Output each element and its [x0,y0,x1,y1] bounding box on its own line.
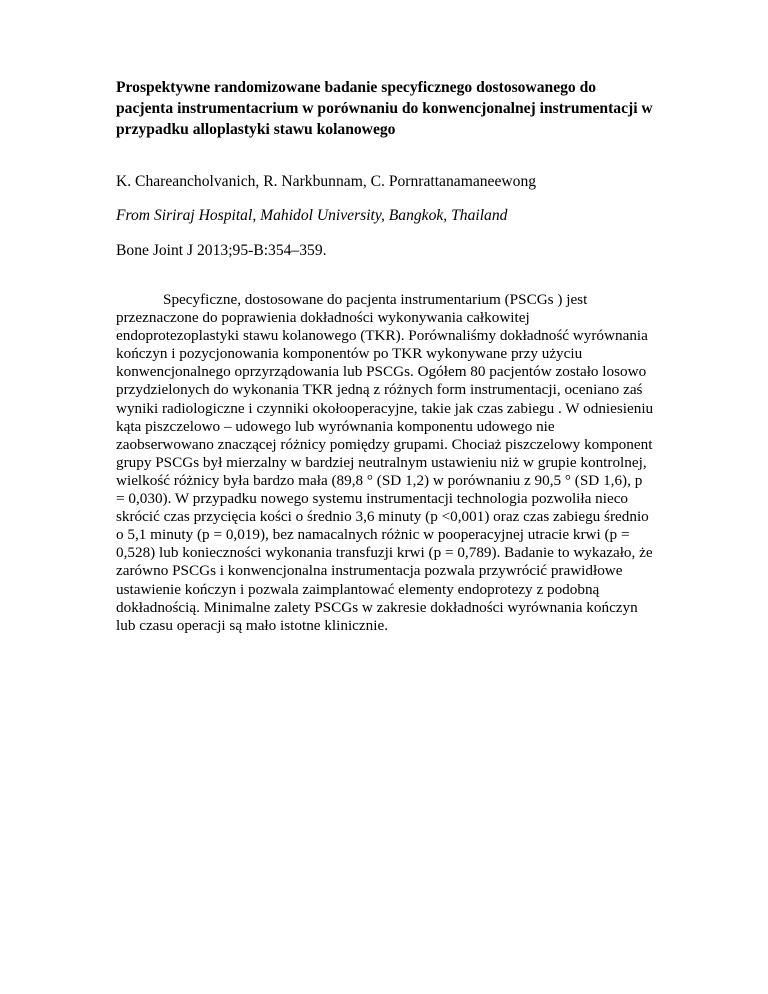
article-authors: K. Chareancholvanich, R. Narkbunnam, C. Pornrattanamaneewong [116,173,537,190]
article-title: Prospektywne randomizowane badanie specyficznego dostosowanego do pacjenta instrumentacrium w porównaniu do konwencjonalnej instrumentacji w przypadku alloplastyki stawu kolanowego [116,79,653,138]
article-citation: Bone Joint J 2013;95-B:354–359. [116,242,327,259]
article-abstract: Specyficzne, dostosowane do pacjenta instrumentarium (PSCGs ) jest przeznaczone do poprawienia dokładności wykonywania całkowitej endoprotezoplastyki stawu kolanowego (TKR). Porównaliśmy dokładność wyrównania kończyn i pozycjonowania komponentów po TKR wykonywane przy użyciu konwencjonalnego oprzyrządowania lub PSCGs. Ogółem 80 pacjentów zostało losowo przydzielonych do wykonania TKR jedną z różnych form instrumentacji, oceniano zaś wyniki radiologiczne i czynniki okołooperacyjne, takie jak czas zabiegu . W odniesieniu kąta piszczelowo – udowego lub wyrównania komponentu udowego nie zaobserwowano znaczącej różnicy pomiędzy grupami. Chociaż piszczelowy komponent grupy PSCGs był mierzalny w bardziej neutralnym ustawieniu niż w grupie kontrolnej, wielkość różnicy była bardzo mała (89,8 ° (SD 1,2) w porównaniu z 90,5 ° (SD 1,6), p = 0,030). W przypadku nowego systemu instrumentacji technologia pozwoliła nieco skrócić czas przycięcia kości o średnio 3,6 minuty (p <0,001) oraz czas zabiegu średnio o 5,1 minuty (p = 0,019), bez namacalnych różnic w pooperacyjnej utracie krwi (p = 0,528) lub konieczności wykonania transfuzji krwi (p = 0,789). Badanie to wykazało, że zarówno PSCGs i konwencjonalna instrumentacja pozwala przywrócić prawidłowe ustawienie kończyn i pozwala zaimplantować elementy endoprotezy z podobną dokładnością. Minimalne zalety PSCGs w zakresie dokładności wyrównania kończyn lub czasu operacji są mało istotne klinicznie. [116,291,654,634]
article-affiliation: From Siriraj Hospital, Mahidol University, Bangkok, Thailand [116,207,508,224]
